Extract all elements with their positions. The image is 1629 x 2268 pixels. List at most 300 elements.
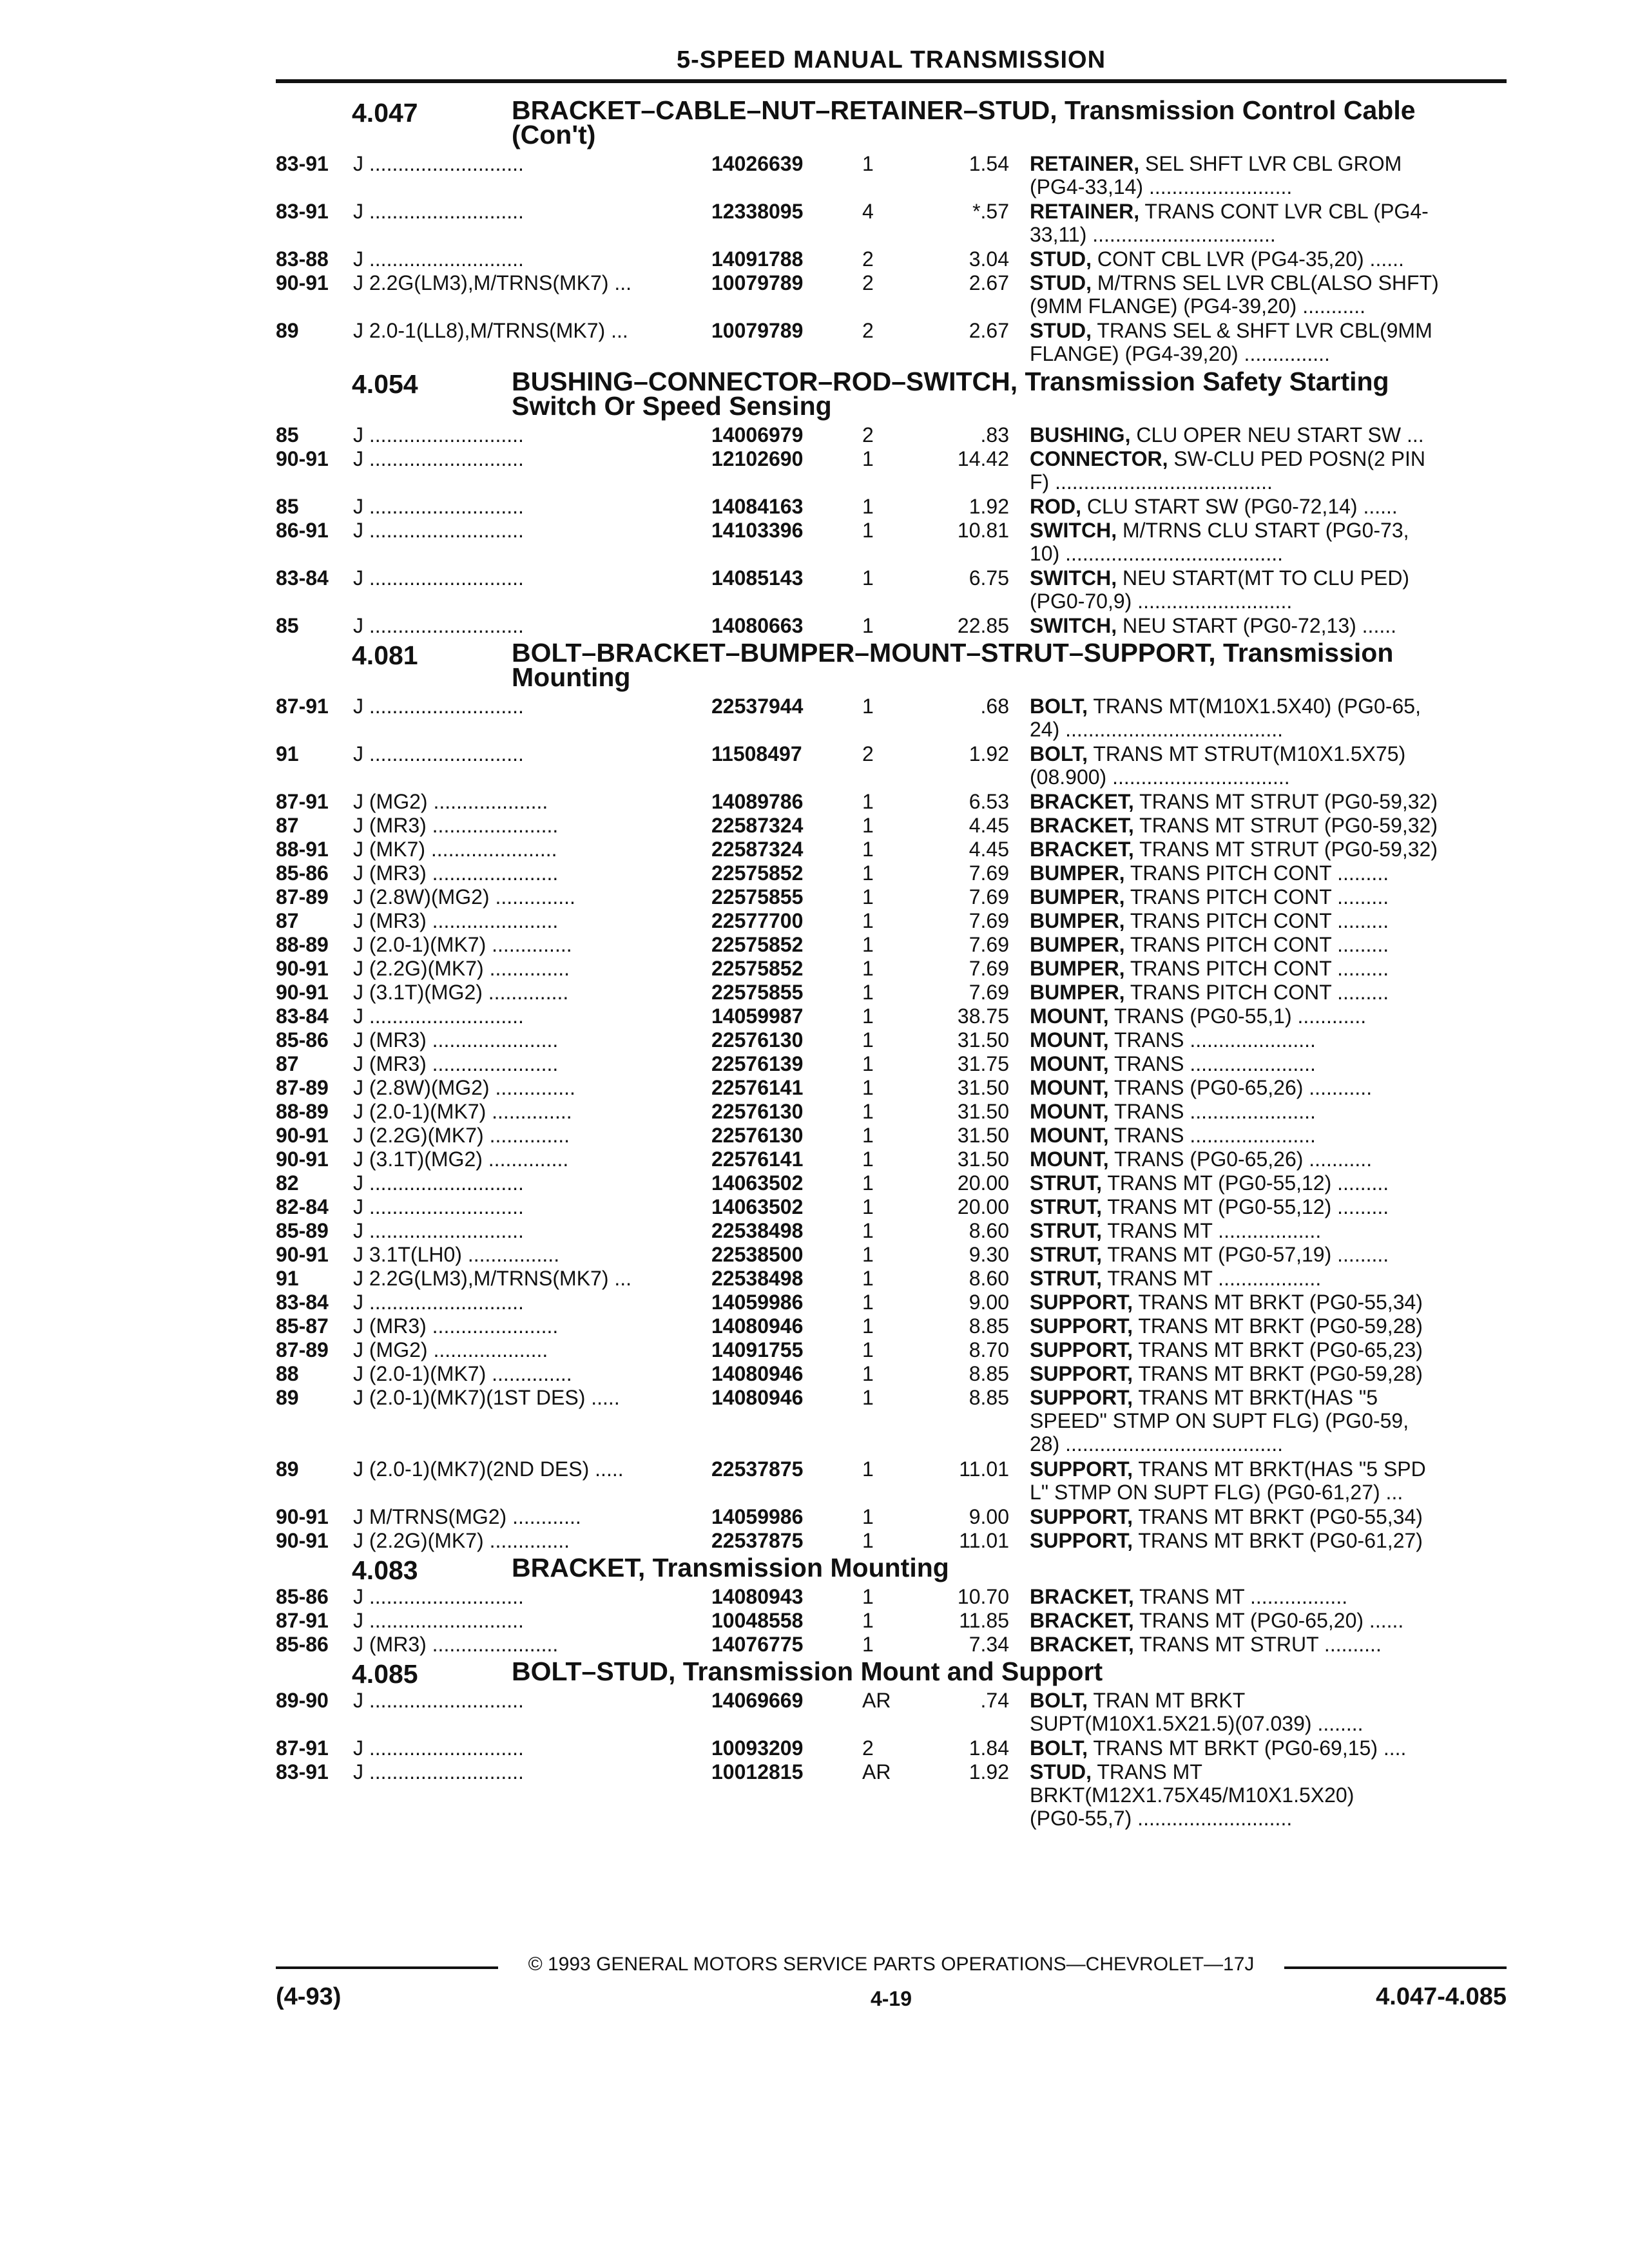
model-years: 89	[276, 1457, 299, 1481]
part-row	[276, 838, 1507, 861]
list-price: 7.69	[969, 957, 1009, 980]
series-designator: J ...........................	[353, 1195, 524, 1218]
series-designator: J (2.2G)(MK7) ..............	[353, 1529, 570, 1552]
part-name: SWITCH,	[1030, 519, 1117, 542]
list-price: .68	[980, 695, 1009, 718]
description-line	[1030, 1609, 1507, 1632]
part-number: 14103396	[711, 519, 804, 542]
description-text: M/TRNS CLU START (PG0-73,	[1117, 519, 1409, 542]
section-code: 4.083	[352, 1555, 418, 1585]
series-designator: J ...........................	[353, 742, 524, 765]
list-price: 8.85	[969, 1314, 1009, 1338]
series-designator: J 2.2G(LM3),M/TRNS(MK7) ...	[353, 1267, 632, 1290]
part-number: 22575855	[711, 981, 804, 1004]
part-row	[276, 247, 1507, 271]
description-text: TRANS MT BRKT (PG0-55,34)	[1133, 1505, 1423, 1528]
quantity: 1	[862, 1052, 874, 1075]
part-name: BRACKET,	[1030, 1609, 1134, 1632]
part-row	[276, 1267, 1507, 1291]
description-line	[1030, 814, 1507, 837]
part-number: 14091788	[711, 247, 804, 271]
model-years: 83-84	[276, 1004, 329, 1028]
part-description	[1030, 1219, 1507, 1242]
part-number: 14089786	[711, 790, 804, 813]
series-designator: J ...........................	[353, 495, 524, 518]
description-text: 24) ......................................	[1030, 718, 1283, 741]
part-description	[1030, 614, 1507, 637]
description-text: TRANS MT BRKT(HAS "5	[1133, 1386, 1378, 1409]
series-designator: J ...........................	[353, 566, 524, 590]
series-designator: J (3.1T)(MG2) ..............	[353, 1148, 569, 1171]
part-row	[276, 423, 1507, 447]
part-row	[276, 614, 1507, 638]
part-description	[1030, 1633, 1507, 1656]
part-description	[1030, 566, 1507, 613]
part-name: BRACKET,	[1030, 1633, 1134, 1656]
part-description	[1030, 1243, 1507, 1266]
series-designator: J (MK7) ......................	[353, 838, 557, 861]
part-row	[276, 566, 1507, 614]
part-description	[1030, 742, 1507, 789]
section-code: 4.054	[352, 369, 418, 399]
model-years: 83-91	[276, 1760, 329, 1783]
description-line	[1030, 1004, 1507, 1028]
model-years: 83-84	[276, 566, 329, 590]
part-row	[276, 1100, 1507, 1124]
model-years: 88	[276, 1362, 299, 1385]
part-description	[1030, 1100, 1507, 1123]
list-price: *.57	[972, 200, 1009, 223]
list-price: 1.84	[969, 1736, 1009, 1760]
description-text: TRANS MT STRUT (PG0-59,32)	[1133, 838, 1438, 861]
part-number: 14059986	[711, 1291, 804, 1314]
part-row	[276, 742, 1507, 790]
model-years: 87	[276, 814, 299, 837]
part-number: 22576130	[711, 1028, 804, 1052]
description-text: TRANS MT BRKT (PG0-55,34)	[1133, 1291, 1423, 1314]
section-title-line: BUSHING–CONNECTOR–ROD–SWITCH, Transmission Safety Starting	[512, 367, 1389, 396]
part-name: SWITCH,	[1030, 614, 1117, 637]
model-years: 83-84	[276, 1291, 329, 1314]
part-name: MOUNT,	[1030, 1100, 1109, 1123]
series-designator: J (2.0-1)(MK7)(2ND DES) .....	[353, 1457, 624, 1481]
part-number: 14085143	[711, 566, 804, 590]
series-designator: J ...........................	[353, 1171, 524, 1195]
description-text: L" STMP ON SUPT FLG) (PG0-61,27) ...	[1030, 1481, 1403, 1504]
series-designator: J ...........................	[353, 447, 524, 470]
part-number: 14063502	[711, 1171, 804, 1195]
model-years: 87-89	[276, 1076, 329, 1099]
part-name: MOUNT,	[1030, 1124, 1109, 1147]
description-text: TRANS MT BRKT (PG0-65,23)	[1133, 1338, 1423, 1361]
part-number: 22538498	[711, 1219, 804, 1242]
description-text: TRANS MT .................	[1133, 1585, 1348, 1608]
model-years: 90-91	[276, 271, 329, 294]
description-line	[1030, 1219, 1507, 1242]
part-name: CONNECTOR,	[1030, 447, 1168, 470]
part-name: MOUNT,	[1030, 1052, 1109, 1075]
description-text: TRANS MT	[1092, 1760, 1202, 1783]
description-line	[1030, 1362, 1507, 1385]
series-designator: J ...........................	[353, 423, 524, 447]
list-price: 9.00	[969, 1291, 1009, 1314]
part-description	[1030, 695, 1507, 741]
part-name: STUD,	[1030, 319, 1092, 342]
section-title-line: BRACKET, Transmission Mounting	[512, 1553, 949, 1582]
model-years: 82-84	[276, 1195, 329, 1218]
description-line	[1030, 838, 1507, 861]
list-price: 1.92	[969, 495, 1009, 518]
part-name: SUPPORT,	[1030, 1457, 1133, 1481]
description-line	[1030, 1432, 1507, 1456]
series-designator: J ...........................	[353, 200, 524, 223]
part-name: BUMPER,	[1030, 861, 1125, 885]
part-row	[276, 909, 1507, 933]
series-designator: J (2.0-1)(MK7) ..............	[353, 1362, 572, 1385]
quantity: 1	[862, 814, 874, 837]
model-years: 89	[276, 319, 299, 342]
series-designator: J ...........................	[353, 247, 524, 271]
series-designator: J ...........................	[353, 152, 524, 175]
description-text: TRANS (PG0-65,26) ...........	[1108, 1148, 1373, 1171]
model-years: 83-91	[276, 152, 329, 175]
model-years: 87-91	[276, 790, 329, 813]
quantity: 2	[862, 423, 874, 447]
section-title	[512, 95, 1504, 149]
part-row	[276, 933, 1507, 957]
list-price: 20.00	[957, 1171, 1009, 1195]
description-line	[1030, 495, 1507, 518]
description-line	[1030, 909, 1507, 932]
section-header	[276, 95, 1507, 152]
model-years: 89-90	[276, 1689, 329, 1712]
description-text: (08.900) ...............................	[1030, 765, 1290, 789]
quantity: 1	[862, 152, 874, 175]
part-description	[1030, 1267, 1507, 1290]
series-designator: J (MR3) ......................	[353, 909, 559, 932]
part-description	[1030, 319, 1507, 365]
part-description	[1030, 814, 1507, 837]
part-number: 14091755	[711, 1338, 804, 1361]
part-name: BOLT,	[1030, 695, 1088, 718]
list-price: 31.75	[957, 1052, 1009, 1075]
list-price: 11.85	[959, 1609, 1009, 1632]
model-years: 87-91	[276, 1609, 329, 1632]
model-years: 85	[276, 614, 299, 637]
part-number: 14059986	[711, 1505, 804, 1528]
series-designator: J ...........................	[353, 1609, 524, 1632]
part-description	[1030, 933, 1507, 956]
list-price: 10.81	[957, 519, 1009, 542]
list-price: 7.69	[969, 981, 1009, 1004]
series-designator: J (MR3) ......................	[353, 1028, 559, 1052]
model-years: 90-91	[276, 1505, 329, 1528]
description-line	[1030, 175, 1507, 198]
part-row	[276, 1585, 1507, 1609]
description-line	[1030, 152, 1507, 175]
model-years: 82	[276, 1171, 299, 1195]
series-designator: J ...........................	[353, 1585, 524, 1608]
section-range: 4.047-4.085	[1376, 1983, 1507, 2010]
part-number: 12102690	[711, 447, 804, 470]
part-row	[276, 519, 1507, 566]
description-text: TRANS PITCH CONT .........	[1124, 933, 1389, 956]
description-line	[1030, 614, 1507, 637]
description-text: F) ......................................	[1030, 470, 1273, 494]
description-text: NEU START (PG0-72,13) ......	[1117, 614, 1396, 637]
part-row	[276, 1052, 1507, 1076]
description-line	[1030, 271, 1507, 294]
part-name: SUPPORT,	[1030, 1529, 1133, 1552]
description-line	[1030, 1267, 1507, 1290]
part-row	[276, 152, 1507, 200]
part-number: 14080946	[711, 1314, 804, 1338]
description-line	[1030, 957, 1507, 980]
part-row	[276, 1028, 1507, 1052]
part-row	[276, 1195, 1507, 1219]
part-name: SUPPORT,	[1030, 1386, 1133, 1409]
description-text: TRANS PITCH CONT .........	[1124, 885, 1389, 908]
quantity: 1	[862, 1362, 874, 1385]
description-text: TRANS SEL & SHFT LVR CBL(9MM	[1092, 319, 1432, 342]
part-number: 22538498	[711, 1267, 804, 1290]
description-line	[1030, 1409, 1507, 1432]
part-name: RETAINER,	[1030, 152, 1140, 175]
part-number: 14026639	[711, 152, 804, 175]
quantity: 1	[862, 1171, 874, 1195]
description-text: TRANS MT(M10X1.5X40) (PG0-65,	[1088, 695, 1421, 718]
description-text: TRANS MT ..................	[1102, 1219, 1322, 1242]
section-title-line: BRACKET–CABLE–NUT–RETAINER–STUD, Transmission Control Cable	[512, 95, 1416, 125]
part-number: 10079789	[711, 271, 804, 294]
part-row	[276, 1243, 1507, 1267]
part-description	[1030, 247, 1507, 271]
description-text: TRANS MT (PG0-57,19) .........	[1102, 1243, 1389, 1266]
part-number: 10048558	[711, 1609, 804, 1632]
quantity: AR	[862, 1689, 891, 1712]
section-header	[276, 367, 1507, 423]
footer-rule-right	[1284, 1966, 1507, 1969]
list-price: 31.50	[957, 1148, 1009, 1171]
description-text: TRANS PITCH CONT .........	[1124, 957, 1389, 980]
description-text: TRANS (PG0-55,1) ............	[1108, 1004, 1367, 1028]
part-number: 14063502	[711, 1195, 804, 1218]
description-text: TRANS ......................	[1108, 1124, 1316, 1147]
part-description	[1030, 447, 1507, 494]
description-text: TRANS MT STRUT(M10X1.5X75)	[1088, 742, 1406, 765]
section-title	[512, 367, 1504, 421]
description-text: (9MM FLANGE) (PG4-39,20) ...........	[1030, 294, 1365, 318]
description-line	[1030, 1807, 1507, 1830]
quantity: 1	[862, 447, 874, 470]
description-line	[1030, 861, 1507, 885]
series-designator: J (MR3) ......................	[353, 814, 559, 837]
description-line	[1030, 247, 1507, 271]
description-line	[1030, 1386, 1507, 1409]
section-title	[512, 638, 1504, 692]
part-description	[1030, 1362, 1507, 1385]
description-text: FLANGE) (PG4-39,20) ...............	[1030, 342, 1330, 365]
quantity: 1	[862, 1028, 874, 1052]
model-years: 88-89	[276, 933, 329, 956]
list-price: 3.04	[969, 247, 1009, 271]
description-line	[1030, 742, 1507, 765]
part-description	[1030, 1585, 1507, 1608]
part-description	[1030, 1314, 1507, 1338]
list-price: 8.70	[969, 1338, 1009, 1361]
list-price: 31.50	[957, 1028, 1009, 1052]
part-description	[1030, 885, 1507, 908]
list-price: .83	[980, 423, 1009, 447]
series-designator: J (MG2) ....................	[353, 790, 548, 813]
part-row	[276, 1760, 1507, 1832]
list-price: 7.34	[969, 1633, 1009, 1656]
description-text: TRANS MT BRKT (PG0-69,15) ....	[1088, 1736, 1407, 1760]
model-years: 87	[276, 909, 299, 932]
model-years: 85	[276, 423, 299, 447]
part-description	[1030, 1457, 1507, 1504]
model-years: 91	[276, 742, 299, 765]
description-line	[1030, 542, 1507, 565]
part-number: 11508497	[711, 742, 802, 765]
part-name: BRACKET,	[1030, 838, 1134, 861]
part-description	[1030, 1505, 1507, 1528]
part-number: 10012815	[711, 1760, 804, 1783]
series-designator: J M/TRNS(MG2) ............	[353, 1505, 581, 1528]
list-price: 7.69	[969, 861, 1009, 885]
list-price: 1.92	[969, 742, 1009, 765]
description-text: SPEED" STMP ON SUPT FLG) (PG0-59,	[1030, 1409, 1409, 1432]
revision-date: (4-93)	[276, 1983, 342, 2010]
description-text: CLU OPER NEU START SW ...	[1130, 423, 1424, 447]
description-line	[1030, 470, 1507, 494]
quantity: 2	[862, 271, 874, 294]
part-name: BUSHING,	[1030, 423, 1131, 447]
quantity: 1	[862, 861, 874, 885]
part-description	[1030, 271, 1507, 318]
part-number: 14059987	[711, 1004, 804, 1028]
quantity: 1	[862, 1148, 874, 1171]
series-designator: J (2.0-1)(MK7) ..............	[353, 1100, 572, 1123]
description-line	[1030, 1529, 1507, 1552]
model-years: 90-91	[276, 1148, 329, 1171]
model-years: 85-86	[276, 1028, 329, 1052]
part-row	[276, 1171, 1507, 1195]
description-text: (PG4-33,14) .........................	[1030, 175, 1293, 198]
part-number: 14080663	[711, 614, 804, 637]
quantity: 1	[862, 1314, 874, 1338]
series-designator: J ...........................	[353, 1736, 524, 1760]
description-text: TRANS MT STRUT (PG0-59,32)	[1133, 814, 1438, 837]
part-row	[276, 1505, 1507, 1529]
part-row	[276, 447, 1507, 495]
part-number: 22575852	[711, 957, 804, 980]
description-line	[1030, 1314, 1507, 1338]
description-line	[1030, 1338, 1507, 1361]
part-name: BOLT,	[1030, 1736, 1088, 1760]
description-line	[1030, 1148, 1507, 1171]
part-number: 22537875	[711, 1529, 804, 1552]
description-line	[1030, 1243, 1507, 1266]
description-line	[1030, 790, 1507, 813]
description-line	[1030, 1505, 1507, 1528]
description-text: CLU START SW (PG0-72,14) ......	[1081, 495, 1398, 518]
part-description	[1030, 1195, 1507, 1218]
page-footer	[276, 1951, 1507, 2022]
section-header	[276, 1657, 1507, 1689]
part-row	[276, 957, 1507, 981]
page-header	[276, 44, 1507, 82]
part-row	[276, 981, 1507, 1004]
list-price: 2.67	[969, 319, 1009, 342]
part-row	[276, 1362, 1507, 1386]
quantity: 1	[862, 909, 874, 932]
model-years: 85-86	[276, 1633, 329, 1656]
part-name: BUMPER,	[1030, 933, 1125, 956]
quantity: AR	[862, 1760, 891, 1783]
part-row	[276, 1219, 1507, 1243]
list-price: 9.00	[969, 1505, 1009, 1528]
quantity: 4	[862, 200, 874, 223]
part-description	[1030, 838, 1507, 861]
part-name: STUD,	[1030, 271, 1092, 294]
model-years: 87-89	[276, 885, 329, 908]
quantity: 1	[862, 1338, 874, 1361]
quantity: 1	[862, 1004, 874, 1028]
description-text: NEU START(MT TO CLU PED)	[1117, 566, 1410, 590]
description-line	[1030, 1633, 1507, 1656]
part-number: 22575855	[711, 885, 804, 908]
series-designator: J (2.2G)(MK7) ..............	[353, 957, 570, 980]
part-name: STRUT,	[1030, 1267, 1102, 1290]
description-line	[1030, 1712, 1507, 1735]
list-price: 8.85	[969, 1386, 1009, 1409]
description-text: M/TRNS SEL LVR CBL(ALSO SHFT)	[1092, 271, 1439, 294]
description-text: SUPT(M10X1.5X21.5)(07.039) ........	[1030, 1712, 1364, 1735]
part-number: 22587324	[711, 838, 804, 861]
list-price: .74	[980, 1689, 1009, 1712]
description-line	[1030, 1736, 1507, 1760]
description-line	[1030, 933, 1507, 956]
description-line	[1030, 1195, 1507, 1218]
part-name: SUPPORT,	[1030, 1291, 1133, 1314]
part-row	[276, 1609, 1507, 1633]
header-rule	[276, 79, 1507, 83]
description-line	[1030, 200, 1507, 223]
description-line	[1030, 223, 1507, 246]
list-price: 1.92	[969, 1760, 1009, 1783]
part-name: SUPPORT,	[1030, 1505, 1133, 1528]
part-description	[1030, 1148, 1507, 1171]
description-line	[1030, 423, 1507, 447]
list-price: 2.67	[969, 271, 1009, 294]
description-line	[1030, 765, 1507, 789]
description-text: TRANS PITCH CONT .........	[1124, 981, 1389, 1004]
series-designator: J (2.0-1)(MK7) ..............	[353, 933, 572, 956]
description-line	[1030, 342, 1507, 365]
part-name: BUMPER,	[1030, 909, 1125, 932]
part-row	[276, 1004, 1507, 1028]
description-text: TRANS MT STRUT (PG0-59,32)	[1133, 790, 1438, 813]
series-designator: J (MG2) ....................	[353, 1338, 548, 1361]
part-row	[276, 495, 1507, 519]
description-text: SW-CLU PED POSN(2 PIN	[1168, 447, 1426, 470]
part-row	[276, 790, 1507, 814]
quantity: 1	[862, 1633, 874, 1656]
part-number: 22575852	[711, 861, 804, 885]
quantity: 1	[862, 885, 874, 908]
part-row	[276, 1736, 1507, 1760]
